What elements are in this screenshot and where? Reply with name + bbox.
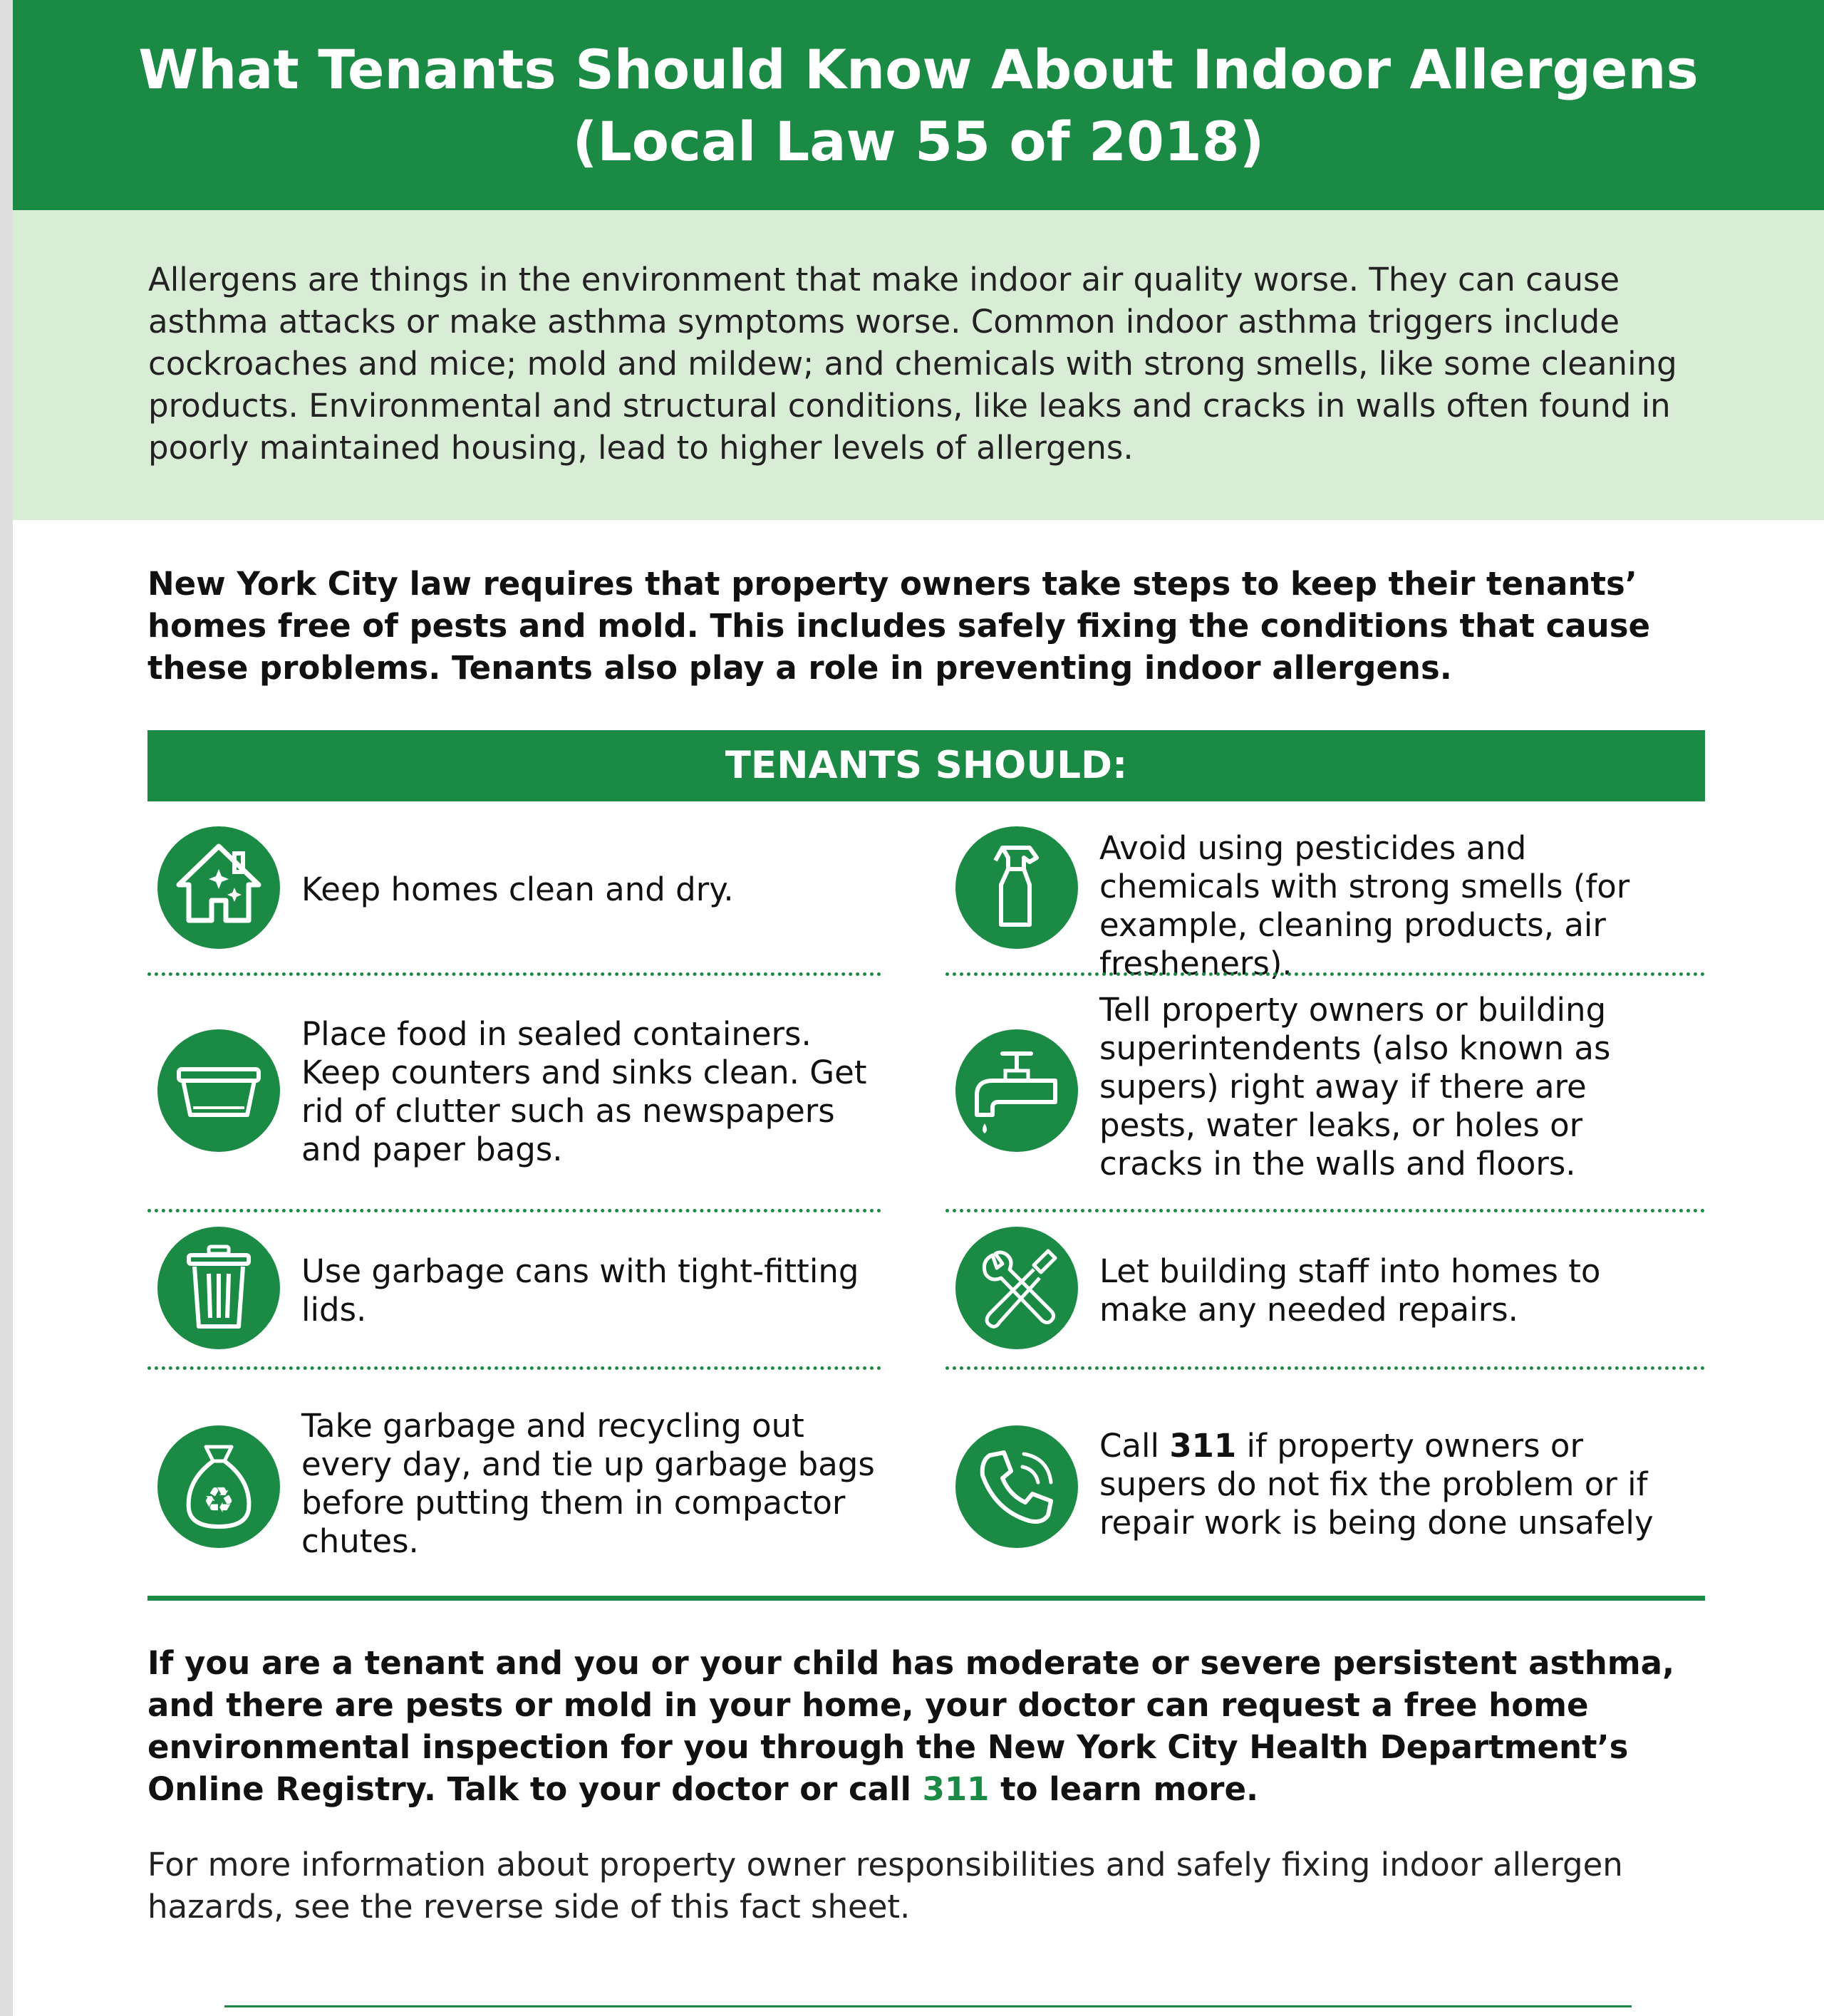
phone-icon xyxy=(955,1425,1078,1548)
phone-number-311: 311 xyxy=(1169,1427,1237,1465)
more-info-text: For more information about property owner responsibilities and safely fixing indoor allergen hazards, see the reverse side of this fact sheet. xyxy=(147,1846,1623,1926)
phone-number-311: 311 xyxy=(922,1770,990,1808)
tip-text-end: if property owners or supers do not fix the problem or if repair work is being done unsafely xyxy=(1099,1427,1654,1542)
spray-bottle-icon xyxy=(955,826,1078,949)
title-line-1: What Tenants Should Know About Indoor Allergens xyxy=(138,37,1699,101)
dotted-divider xyxy=(147,972,881,976)
dotted-divider xyxy=(945,972,1705,976)
tip-item xyxy=(945,826,1679,982)
asthma-notice xyxy=(147,1642,1729,1810)
tip-text: Place food in sealed containers. Keep counters and sinks clean. Get rid of clutter such as newspapers and paper bags. xyxy=(301,1015,867,1168)
tip-item xyxy=(147,994,881,1168)
tip-text: Tell property owners or building superintendents (also known as supers) right away if there are pests, water leaks, or holes or cracks in the walls and floors. xyxy=(1099,991,1611,1183)
tip-text: Keep homes clean and dry. xyxy=(301,871,734,908)
dotted-divider xyxy=(147,1209,881,1212)
tip-item xyxy=(147,1407,881,1571)
faucet-icon xyxy=(955,1029,1078,1152)
tip-text: Avoid using pesticides and chemicals with strong smells (for example, cleaning products, air fresheners). xyxy=(1099,829,1630,982)
page-edge xyxy=(0,0,13,2016)
garbage-can-icon xyxy=(157,1227,280,1349)
tip-item xyxy=(147,1227,881,1355)
tip-text: Use garbage cans with tight-fitting lids. xyxy=(301,1252,859,1329)
tip-text-start: Call xyxy=(1099,1427,1170,1465)
dotted-divider xyxy=(945,1209,1705,1212)
tip-item xyxy=(945,991,1679,1190)
tenants-should-banner: TENANTS SHOULD: xyxy=(147,730,1705,801)
tip-text: Let building staff into homes to make any needed repairs. xyxy=(1099,1252,1601,1329)
svg-text:♻: ♻ xyxy=(202,1480,235,1521)
intro-text: Allergens are things in the environment that make indoor air quality worse. They can cause asthma attacks or make asthma symptoms worse. Common indoor asthma triggers include cockroaches and mice; mold and mildew; and chemicals with strong smells, like some cleaning products. Environmental and structural conditions, like leaks and cracks in walls often found in poorly maintained housing, lead to higher levels of allergens. xyxy=(148,261,1677,467)
food-container-icon xyxy=(157,1029,280,1152)
tip-item xyxy=(147,826,881,955)
title-header xyxy=(13,0,1824,210)
law-statement: New York City law requires that property owners take steps to keep their tenants’ homes free of pests and mold. This includes safely fixing the conditions that cause these problems. Tenants also play a role in preventing indoor allergens. xyxy=(147,565,1651,687)
tip-text xyxy=(1099,1427,1684,1542)
recycle-bag-icon xyxy=(157,1425,280,1548)
tools-icon xyxy=(955,1227,1078,1349)
bottom-rule xyxy=(224,2005,1632,2007)
asthma-text: If you are a tenant and you or your child has moderate or severe persistent asthma, and there are pests or mold in your home, your doctor can request a free home environmental inspection for you through the New York City Health Department’s Online Registry. Talk to your doctor or call xyxy=(147,1644,1675,1808)
dotted-divider xyxy=(147,1366,881,1370)
intro-panel xyxy=(13,210,1824,520)
tip-item xyxy=(945,1407,1679,1571)
tip-text: Take garbage and recycling out every day, and tie up garbage bags before putting them in compactor chutes. xyxy=(301,1407,875,1560)
title-line-2: (Local Law 55 of 2018) xyxy=(572,109,1265,173)
tip-item xyxy=(945,1227,1679,1355)
dotted-divider xyxy=(945,1366,1705,1370)
house-icon xyxy=(157,826,280,949)
section-divider xyxy=(147,1596,1705,1601)
asthma-text-end: to learn more. xyxy=(989,1770,1259,1808)
